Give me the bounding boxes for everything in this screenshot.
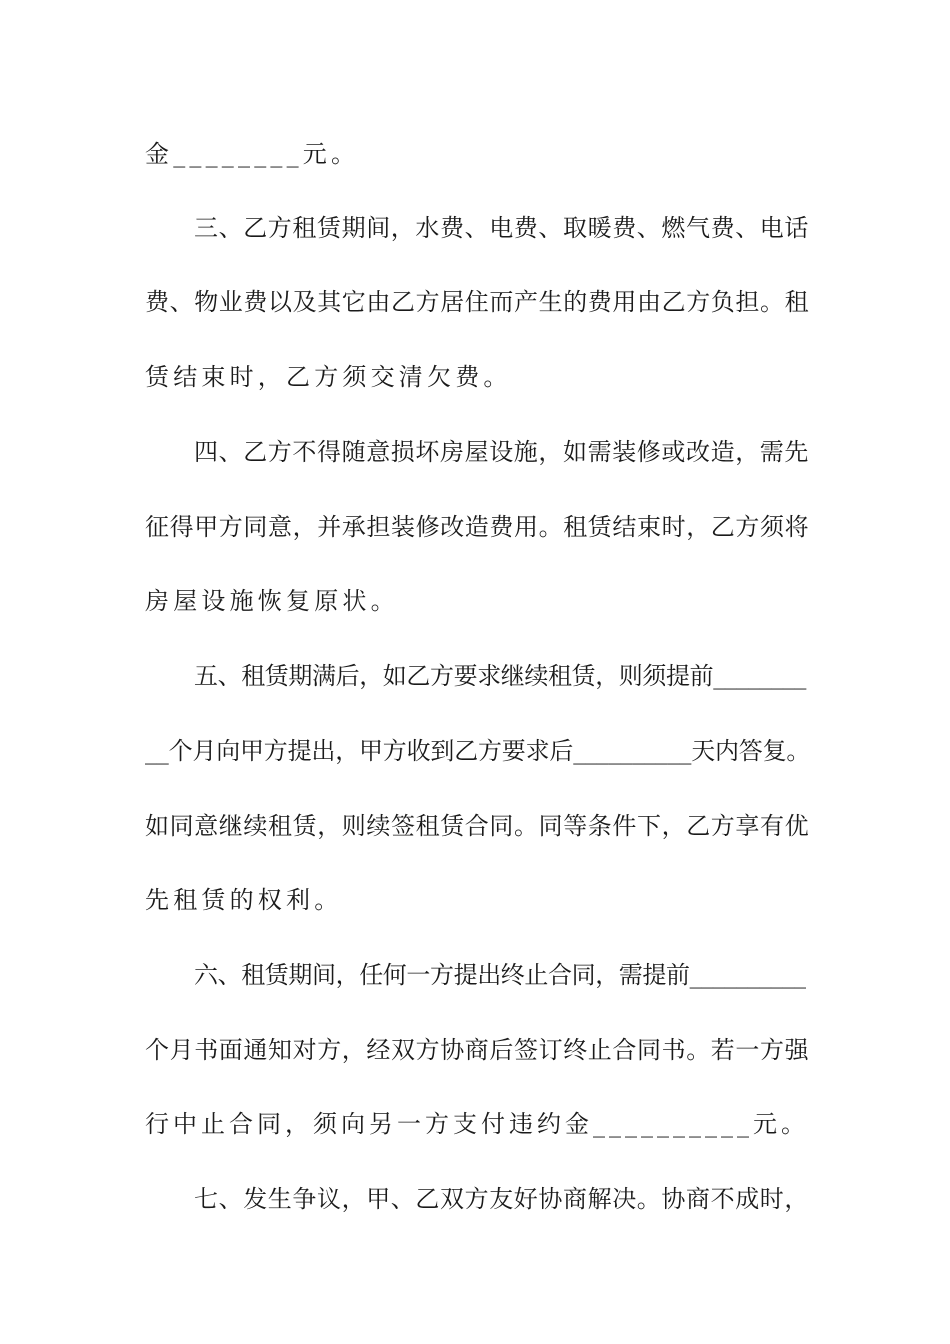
text-line: 行中止合同，须向另一方支付违约金__________元。 xyxy=(145,1110,809,1138)
text-line: 个月书面通知对方，经双方协商后签订终止合同书。若一方强 xyxy=(145,1036,810,1064)
text-line: 征得甲方同意，并承担装修改造费用。租赁结束时，乙方须将 xyxy=(145,513,810,541)
text-line: __个月向甲方提出，甲方收到乙方要求后__________天内答复。 xyxy=(145,737,811,765)
text-line: 费、物业费以及其它由乙方居住而产生的费用由乙方负担。租 xyxy=(145,288,810,316)
text-line: 六、租赁期间，任何一方提出终止合同，需提前__________ xyxy=(194,961,806,989)
text-line: 三、乙方租赁期间，水费、电费、取暖费、燃气费、电话 xyxy=(194,214,809,242)
text-line: 房屋设施恢复原状。 xyxy=(145,587,399,615)
text-line: 先租赁的权利。 xyxy=(145,886,343,914)
text-line: 金________元。 xyxy=(145,140,360,168)
text-line: 四、乙方不得随意损坏房屋设施，如需装修或改造，需先 xyxy=(194,438,809,466)
text-line: 赁结束时，乙方须交清欠费。 xyxy=(145,363,512,391)
text-line: 五、租赁期满后，如乙方要求继续租赁，则须提前________ xyxy=(194,662,806,690)
text-line: 如同意继续租赁，则续签租赁合同。同等条件下，乙方享有优 xyxy=(145,812,810,840)
text-line: 七、发生争议，甲、乙双方友好协商解决。协商不成时， xyxy=(194,1185,809,1213)
